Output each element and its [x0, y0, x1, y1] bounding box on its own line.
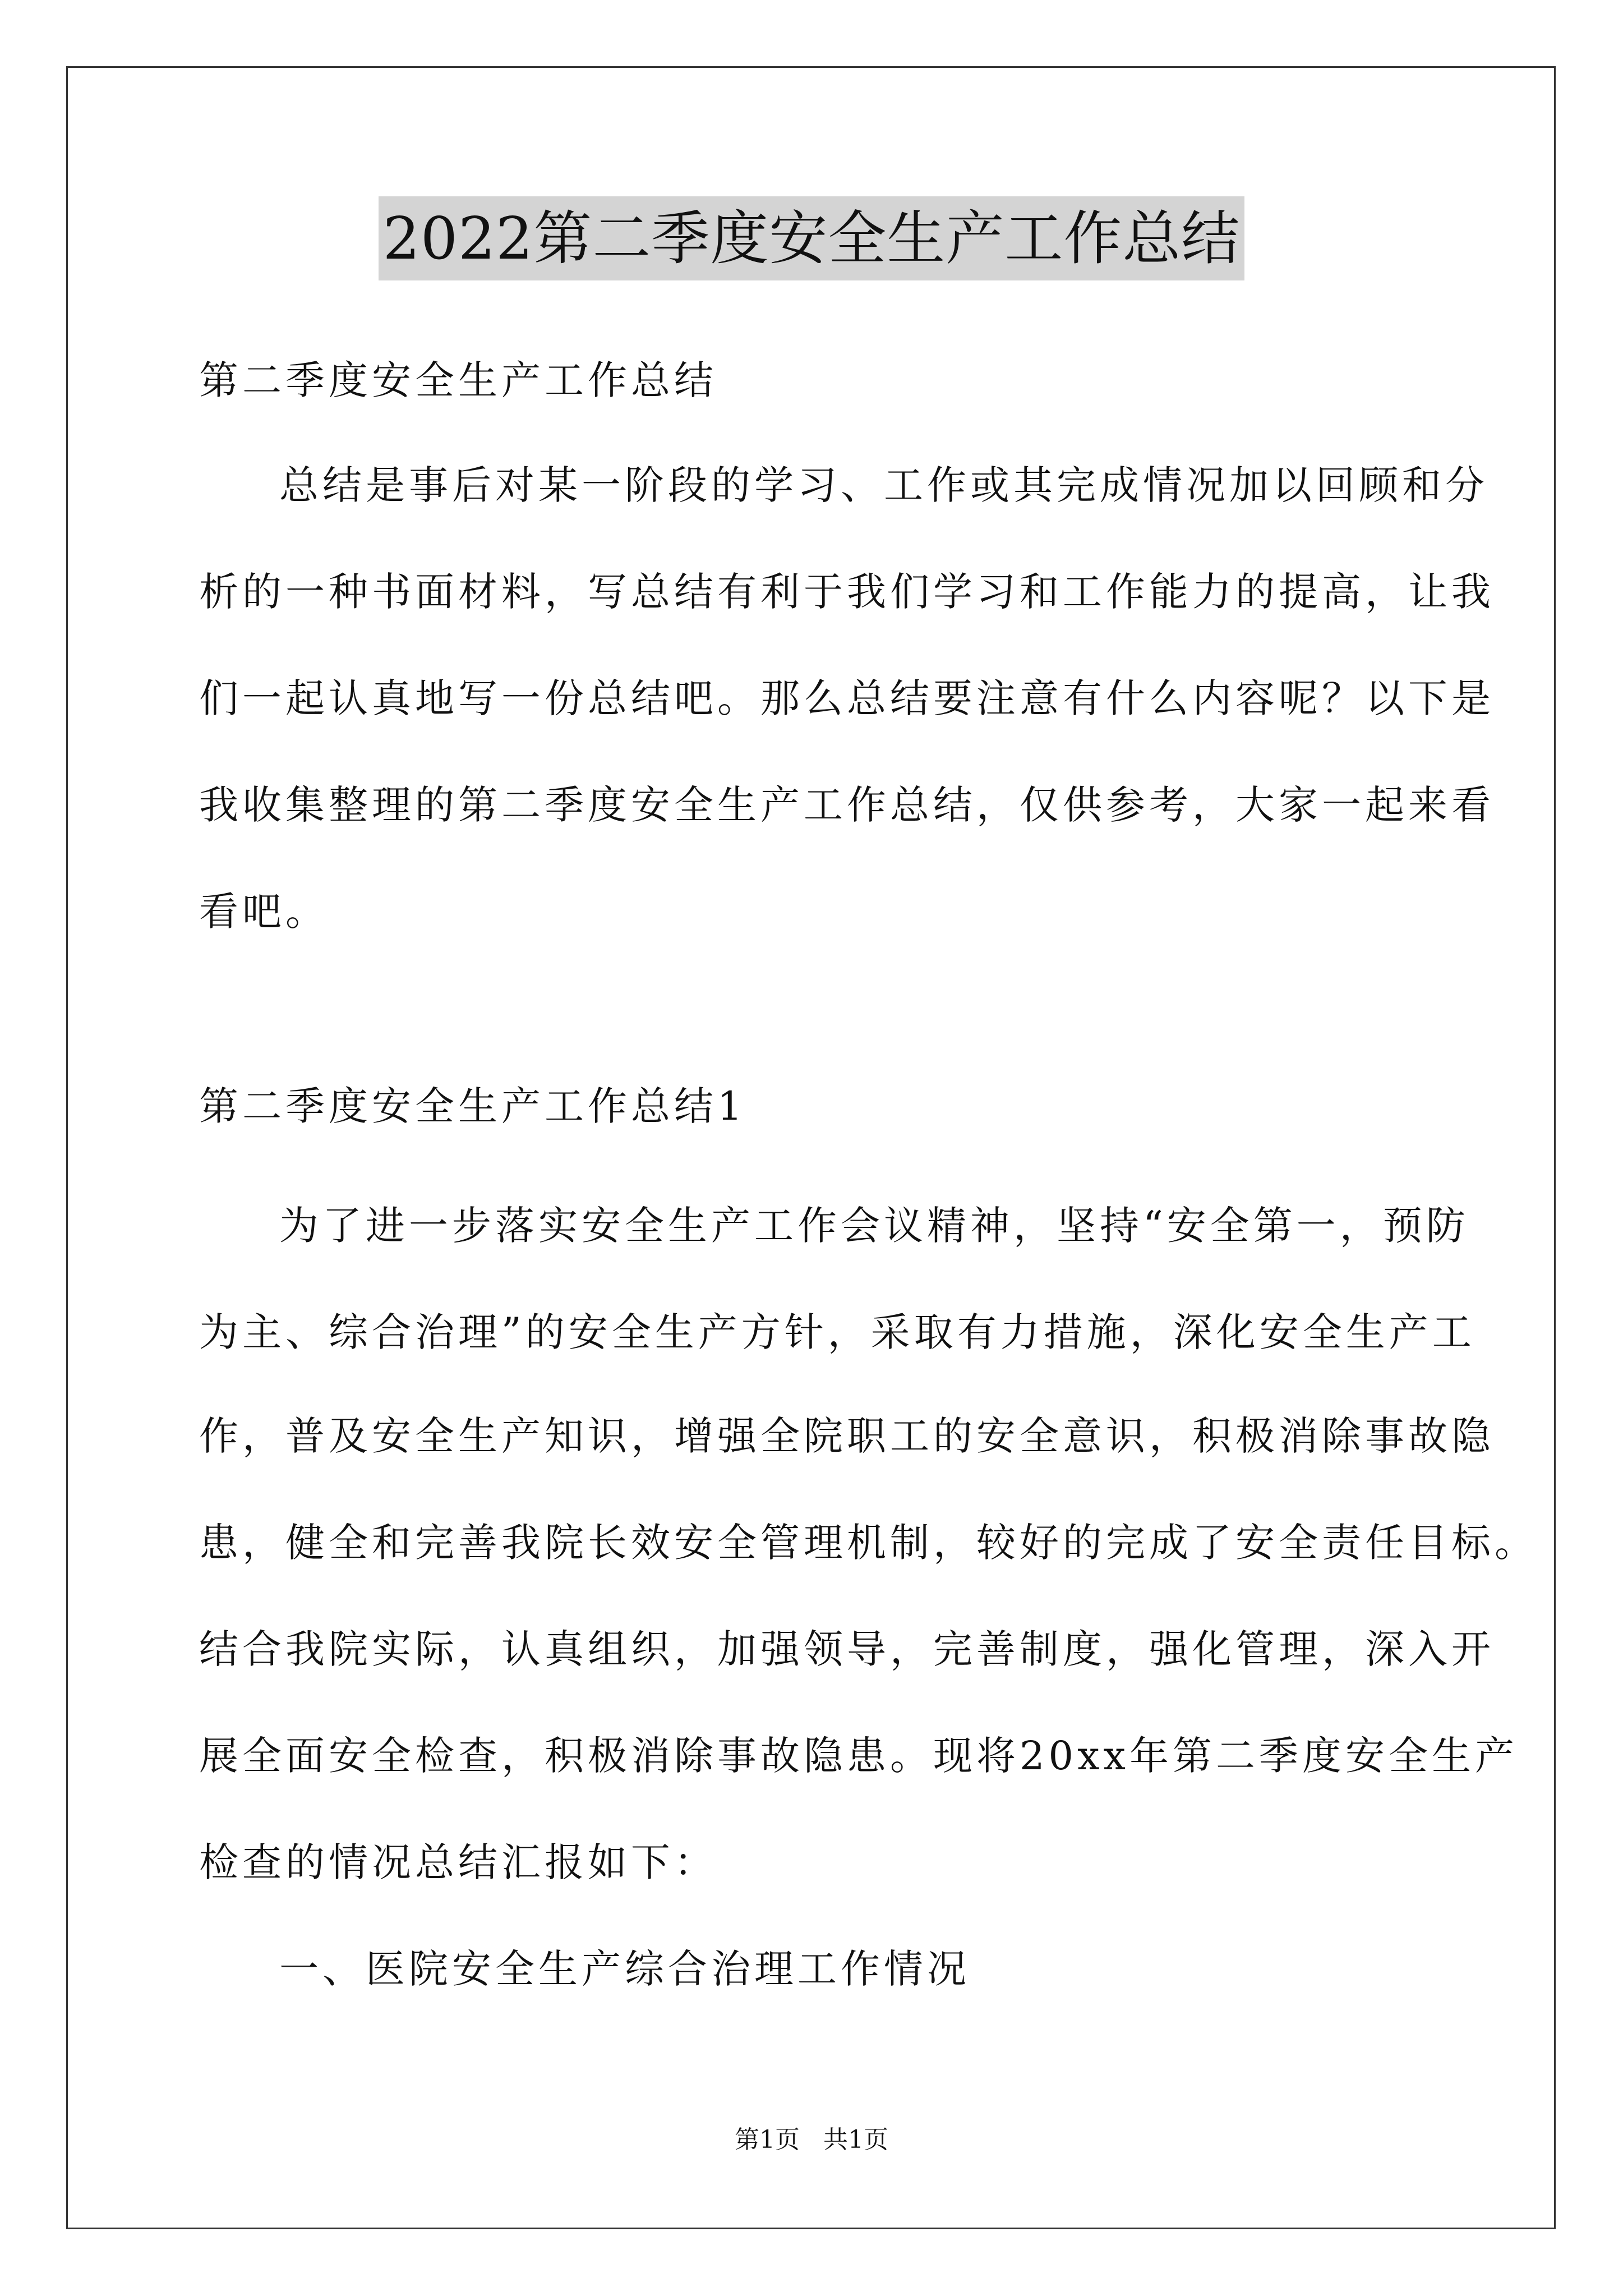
- document-subtitle: 第二季度安全生产工作总结: [199, 357, 717, 403]
- body-line: 展全面安全检查，积极消除事故隐患。现将20xx年第二季度安全生产: [199, 1733, 1519, 1779]
- title-container: [0, 196, 1623, 280]
- heading-1: 一、医院安全生产综合治理工作情况: [279, 1946, 970, 1992]
- intro-line: 析的一种书面材料，写总结有利于我们学习和工作能力的提高，让我: [199, 569, 1495, 615]
- body-line: 结合我院实际，认真组织，加强领导，完善制度，强化管理，深入开: [199, 1626, 1495, 1672]
- intro-line: 看吧。: [199, 889, 329, 935]
- section-title: 第二季度安全生产工作总结1: [199, 1083, 746, 1129]
- intro-line: 总结是事后对某一阶段的学习、工作或其完成情况加以回顾和分: [279, 462, 1488, 508]
- intro-line: 我收集整理的第二季度安全生产工作总结，仅供参考，大家一起来看: [199, 782, 1495, 828]
- document-title: 2022第二季度安全生产工作总结: [379, 196, 1245, 280]
- body-line: 为了进一步落实安全生产工作会议精神，坚持“安全第一，预防: [279, 1203, 1469, 1249]
- page-footer: 第1页 共1页: [735, 2125, 888, 2154]
- intro-line: 们一起认真地写一份总结吧。那么总结要注意有什么内容呢？以下是: [199, 675, 1495, 721]
- body-line: 作，普及安全生产知识，增强全院职工的安全意识，积极消除事故隐: [199, 1413, 1495, 1459]
- body-line: 患，健全和完善我院长效安全管理机制，较好的完成了安全责任目标。: [199, 1520, 1538, 1566]
- body-line: 检查的情况总结汇报如下：: [199, 1839, 717, 1885]
- body-line: 为主、综合治理”的安全生产方针，采取有力措施，深化安全生产工: [199, 1309, 1476, 1355]
